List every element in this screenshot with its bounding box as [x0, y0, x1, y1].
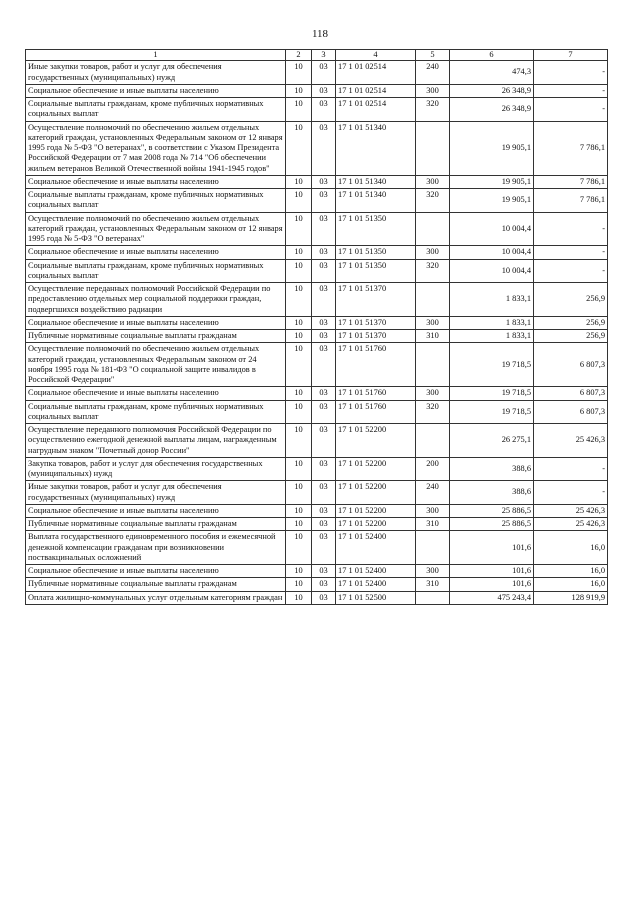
- amount-col6-cell: 474,3: [450, 61, 534, 85]
- amount-col6-cell: 475 243,4: [450, 591, 534, 604]
- expense-type-cell: 300: [416, 84, 450, 97]
- subsection-code-cell: 03: [312, 246, 336, 259]
- target-article-cell: 17 1 01 02514: [336, 84, 416, 97]
- subsection-code-cell: 03: [312, 424, 336, 458]
- expense-type-cell: 300: [416, 387, 450, 400]
- amount-col7-cell: -: [534, 98, 608, 122]
- section-code-cell: 10: [286, 84, 312, 97]
- row-name-cell: Социальное обеспечение и иные выплаты населению: [26, 504, 286, 517]
- section-code-cell: 10: [286, 481, 312, 505]
- row-name-cell: Социальное обеспечение и иные выплаты населению: [26, 175, 286, 188]
- amount-col6-cell: 19 718,5: [450, 387, 534, 400]
- header-cell: 7: [534, 50, 608, 61]
- amount-col7-cell: 256,9: [534, 330, 608, 343]
- header-cell: 4: [336, 50, 416, 61]
- table-row: [26, 61, 608, 85]
- amount-col6-cell: 388,6: [450, 457, 534, 481]
- section-code-cell: 10: [286, 316, 312, 329]
- row-name-cell: Осуществление переданного полномочия Российской Федерации по осуществлению ежегодной денежной выплаты лицам, награжденным нагрудным знаком "Почетный донор России": [26, 424, 286, 458]
- target-article-cell: 17 1 01 52400: [336, 565, 416, 578]
- target-article-cell: 17 1 01 52500: [336, 591, 416, 604]
- section-code-cell: 10: [286, 591, 312, 604]
- amount-col7-cell: 7 786,1: [534, 175, 608, 188]
- target-article-cell: 17 1 01 51370: [336, 330, 416, 343]
- expense-type-cell: [416, 343, 450, 387]
- table-row: [26, 424, 608, 458]
- subsection-code-cell: 03: [312, 330, 336, 343]
- section-code-cell: 10: [286, 578, 312, 591]
- subsection-code-cell: 03: [312, 518, 336, 531]
- expense-type-cell: [416, 121, 450, 175]
- row-name-cell: Социальное обеспечение и иные выплаты населению: [26, 565, 286, 578]
- subsection-code-cell: 03: [312, 316, 336, 329]
- expense-type-cell: 200: [416, 457, 450, 481]
- target-article-cell: 17 1 01 51760: [336, 343, 416, 387]
- table-row: [26, 212, 608, 246]
- amount-col6-cell: 101,6: [450, 578, 534, 591]
- row-name-cell: Осуществление полномочий по обеспечению жильем отдельных категорий граждан, установленных Федеральным законом от 12 января 1995 года № 5-ФЗ "О ветеранах": [26, 212, 286, 246]
- table-row: [26, 504, 608, 517]
- row-name-cell: Социальное обеспечение и иные выплаты населению: [26, 84, 286, 97]
- amount-col6-cell: 19 905,1: [450, 121, 534, 175]
- row-name-cell: Выплата государственного единовременного пособия и ежемесячной денежной компенсации гражданам при возникновении поствакцинальных осложнений: [26, 531, 286, 565]
- amount-col6-cell: 26 348,9: [450, 84, 534, 97]
- amount-col7-cell: -: [534, 259, 608, 283]
- table-row: [26, 578, 608, 591]
- table-row: [26, 98, 608, 122]
- row-name-cell: Социальные выплаты гражданам, кроме публичных нормативных социальных выплат: [26, 259, 286, 283]
- target-article-cell: 17 1 01 51340: [336, 189, 416, 213]
- section-code-cell: 10: [286, 283, 312, 317]
- row-name-cell: Закупка товаров, работ и услуг для обеспечения государственных (муниципальных) нужд: [26, 457, 286, 481]
- subsection-code-cell: 03: [312, 175, 336, 188]
- section-code-cell: 10: [286, 212, 312, 246]
- subsection-code-cell: 03: [312, 591, 336, 604]
- table-body: [26, 61, 608, 605]
- target-article-cell: 17 1 01 52200: [336, 424, 416, 458]
- row-name-cell: Публичные нормативные социальные выплаты гражданам: [26, 578, 286, 591]
- expense-type-cell: [416, 212, 450, 246]
- section-code-cell: 10: [286, 175, 312, 188]
- row-name-cell: Публичные нормативные социальные выплаты гражданам: [26, 518, 286, 531]
- subsection-code-cell: 03: [312, 212, 336, 246]
- expense-type-cell: 310: [416, 518, 450, 531]
- subsection-code-cell: 03: [312, 121, 336, 175]
- subsection-code-cell: 03: [312, 61, 336, 85]
- expense-type-cell: 300: [416, 246, 450, 259]
- amount-col7-cell: -: [534, 212, 608, 246]
- table-row: [26, 84, 608, 97]
- budget-table: [25, 49, 608, 605]
- row-name-cell: Социальное обеспечение и иные выплаты населению: [26, 246, 286, 259]
- section-code-cell: 10: [286, 518, 312, 531]
- target-article-cell: 17 1 01 51370: [336, 283, 416, 317]
- expense-type-cell: 310: [416, 330, 450, 343]
- target-article-cell: 17 1 01 52400: [336, 578, 416, 591]
- expense-type-cell: 240: [416, 61, 450, 85]
- expense-type-cell: 300: [416, 316, 450, 329]
- row-name-cell: Социальные выплаты гражданам, кроме публичных нормативных социальных выплат: [26, 98, 286, 122]
- row-name-cell: Социальное обеспечение и иные выплаты населению: [26, 316, 286, 329]
- row-name-cell: Социальные выплаты гражданам, кроме публичных нормативных социальных выплат: [26, 400, 286, 424]
- table-row: [26, 259, 608, 283]
- amount-col6-cell: 25 886,5: [450, 518, 534, 531]
- amount-col7-cell: -: [534, 84, 608, 97]
- subsection-code-cell: 03: [312, 343, 336, 387]
- target-article-cell: 17 1 01 52200: [336, 481, 416, 505]
- amount-col6-cell: 1 833,1: [450, 283, 534, 317]
- expense-type-cell: [416, 283, 450, 317]
- amount-col6-cell: 19 905,1: [450, 175, 534, 188]
- table-row: [26, 518, 608, 531]
- amount-col7-cell: 16,0: [534, 578, 608, 591]
- target-article-cell: 17 1 01 51350: [336, 212, 416, 246]
- amount-col6-cell: 10 004,4: [450, 259, 534, 283]
- table-row: [26, 330, 608, 343]
- amount-col6-cell: 1 833,1: [450, 316, 534, 329]
- table-row: [26, 457, 608, 481]
- expense-type-cell: [416, 591, 450, 604]
- amount-col7-cell: -: [534, 481, 608, 505]
- section-code-cell: 10: [286, 121, 312, 175]
- target-article-cell: 17 1 01 51370: [336, 316, 416, 329]
- subsection-code-cell: 03: [312, 578, 336, 591]
- subsection-code-cell: 03: [312, 481, 336, 505]
- subsection-code-cell: 03: [312, 565, 336, 578]
- amount-col6-cell: 25 886,5: [450, 504, 534, 517]
- row-name-cell: Оплата жилищно-коммунальных услуг отдельным категориям граждан: [26, 591, 286, 604]
- amount-col7-cell: -: [534, 61, 608, 85]
- expense-type-cell: 320: [416, 189, 450, 213]
- amount-col7-cell: 16,0: [534, 531, 608, 565]
- expense-type-cell: 320: [416, 400, 450, 424]
- section-code-cell: 10: [286, 565, 312, 578]
- section-code-cell: 10: [286, 504, 312, 517]
- section-code-cell: 10: [286, 98, 312, 122]
- subsection-code-cell: 03: [312, 387, 336, 400]
- table-row: [26, 387, 608, 400]
- amount-col6-cell: 10 004,4: [450, 212, 534, 246]
- target-article-cell: 17 1 01 51340: [336, 175, 416, 188]
- amount-col6-cell: 19 905,1: [450, 189, 534, 213]
- subsection-code-cell: 03: [312, 504, 336, 517]
- table-row: [26, 591, 608, 604]
- header-cell: 1: [26, 50, 286, 61]
- amount-col7-cell: 6 807,3: [534, 343, 608, 387]
- row-name-cell: Социальные выплаты гражданам, кроме публичных нормативных социальных выплат: [26, 189, 286, 213]
- table-row: [26, 400, 608, 424]
- expense-type-cell: 300: [416, 175, 450, 188]
- section-code-cell: 10: [286, 246, 312, 259]
- amount-col7-cell: 128 919,9: [534, 591, 608, 604]
- expense-type-cell: 320: [416, 98, 450, 122]
- row-name-cell: Публичные нормативные социальные выплаты гражданам: [26, 330, 286, 343]
- target-article-cell: 17 1 01 51350: [336, 259, 416, 283]
- amount-col7-cell: 256,9: [534, 283, 608, 317]
- subsection-code-cell: 03: [312, 531, 336, 565]
- target-article-cell: 17 1 01 02514: [336, 98, 416, 122]
- amount-col7-cell: -: [534, 457, 608, 481]
- section-code-cell: 10: [286, 259, 312, 283]
- header-cell: 5: [416, 50, 450, 61]
- table-row: [26, 246, 608, 259]
- amount-col7-cell: 16,0: [534, 565, 608, 578]
- row-name-cell: Осуществление полномочий по обеспечению жильем отдельных категорий граждан, установленных Федеральным законом от 24 ноября 1995 года № 181-ФЗ "О социальной защите инвалидов в Российской Федерации": [26, 343, 286, 387]
- subsection-code-cell: 03: [312, 400, 336, 424]
- row-name-cell: Социальное обеспечение и иные выплаты населению: [26, 387, 286, 400]
- amount-col6-cell: 19 718,5: [450, 343, 534, 387]
- section-code-cell: 10: [286, 61, 312, 85]
- amount-col7-cell: 7 786,1: [534, 189, 608, 213]
- section-code-cell: 10: [286, 387, 312, 400]
- row-name-cell: Иные закупки товаров, работ и услуг для обеспечения государственных (муниципальных) нужд: [26, 481, 286, 505]
- subsection-code-cell: 03: [312, 259, 336, 283]
- row-name-cell: Осуществление полномочий по обеспечению жильем отдельных категорий граждан, установленных Федеральным законом от 12 января 1995 года № 5-ФЗ "О ветеранах", в соответствии с Указом Президента Российской Федерации от 7 мая 2008 года № 714 "Об обеспечении жильем ветеранов Великой Отечественной войны 1941-1945 годов": [26, 121, 286, 175]
- subsection-code-cell: 03: [312, 84, 336, 97]
- target-article-cell: 17 1 01 51760: [336, 400, 416, 424]
- page-number: 118: [311, 28, 329, 40]
- table-row: [26, 531, 608, 565]
- section-code-cell: 10: [286, 531, 312, 565]
- target-article-cell: 17 1 01 51760: [336, 387, 416, 400]
- expense-type-cell: 240: [416, 481, 450, 505]
- table-row: [26, 316, 608, 329]
- section-code-cell: 10: [286, 330, 312, 343]
- table-row: [26, 175, 608, 188]
- section-code-cell: 10: [286, 400, 312, 424]
- expense-type-cell: 300: [416, 565, 450, 578]
- target-article-cell: 17 1 01 52400: [336, 531, 416, 565]
- amount-col7-cell: 6 807,3: [534, 387, 608, 400]
- amount-col7-cell: 256,9: [534, 316, 608, 329]
- target-article-cell: 17 1 01 52200: [336, 457, 416, 481]
- amount-col6-cell: 26 348,9: [450, 98, 534, 122]
- amount-col6-cell: 1 833,1: [450, 330, 534, 343]
- table-row: [26, 565, 608, 578]
- amount-col7-cell: 6 807,3: [534, 400, 608, 424]
- amount-col6-cell: 19 718,5: [450, 400, 534, 424]
- header-row: [26, 50, 608, 61]
- subsection-code-cell: 03: [312, 457, 336, 481]
- expense-type-cell: 310: [416, 578, 450, 591]
- amount-col6-cell: 101,6: [450, 565, 534, 578]
- section-code-cell: 10: [286, 424, 312, 458]
- table-row: [26, 189, 608, 213]
- expense-type-cell: 300: [416, 504, 450, 517]
- expense-type-cell: 320: [416, 259, 450, 283]
- amount-col7-cell: 25 426,3: [534, 518, 608, 531]
- subsection-code-cell: 03: [312, 283, 336, 317]
- target-article-cell: 17 1 01 52200: [336, 504, 416, 517]
- header-cell: 6: [450, 50, 534, 61]
- section-code-cell: 10: [286, 457, 312, 481]
- section-code-cell: 10: [286, 189, 312, 213]
- target-article-cell: 17 1 01 52200: [336, 518, 416, 531]
- header-cell: 3: [312, 50, 336, 61]
- header-cell: 2: [286, 50, 312, 61]
- amount-col7-cell: 25 426,3: [534, 504, 608, 517]
- target-article-cell: 17 1 01 51340: [336, 121, 416, 175]
- section-code-cell: 10: [286, 343, 312, 387]
- target-article-cell: 17 1 01 02514: [336, 61, 416, 85]
- amount-col6-cell: 26 275,1: [450, 424, 534, 458]
- table-row: [26, 283, 608, 317]
- table-row: [26, 121, 608, 175]
- subsection-code-cell: 03: [312, 98, 336, 122]
- amount-col6-cell: 388,6: [450, 481, 534, 505]
- row-name-cell: Иные закупки товаров, работ и услуг для обеспечения государственных (муниципальных) нужд: [26, 61, 286, 85]
- amount-col6-cell: 101,6: [450, 531, 534, 565]
- table-row: [26, 343, 608, 387]
- subsection-code-cell: 03: [312, 189, 336, 213]
- amount-col6-cell: 10 004,4: [450, 246, 534, 259]
- expense-type-cell: [416, 531, 450, 565]
- amount-col7-cell: -: [534, 246, 608, 259]
- row-name-cell: Осуществление переданных полномочий Российской Федерации по предоставлению отдельных мер социальной поддержки граждан, подвергшихся воздействию радиации: [26, 283, 286, 317]
- amount-col7-cell: 7 786,1: [534, 121, 608, 175]
- table-row: [26, 481, 608, 505]
- target-article-cell: 17 1 01 51350: [336, 246, 416, 259]
- expense-type-cell: [416, 424, 450, 458]
- amount-col7-cell: 25 426,3: [534, 424, 608, 458]
